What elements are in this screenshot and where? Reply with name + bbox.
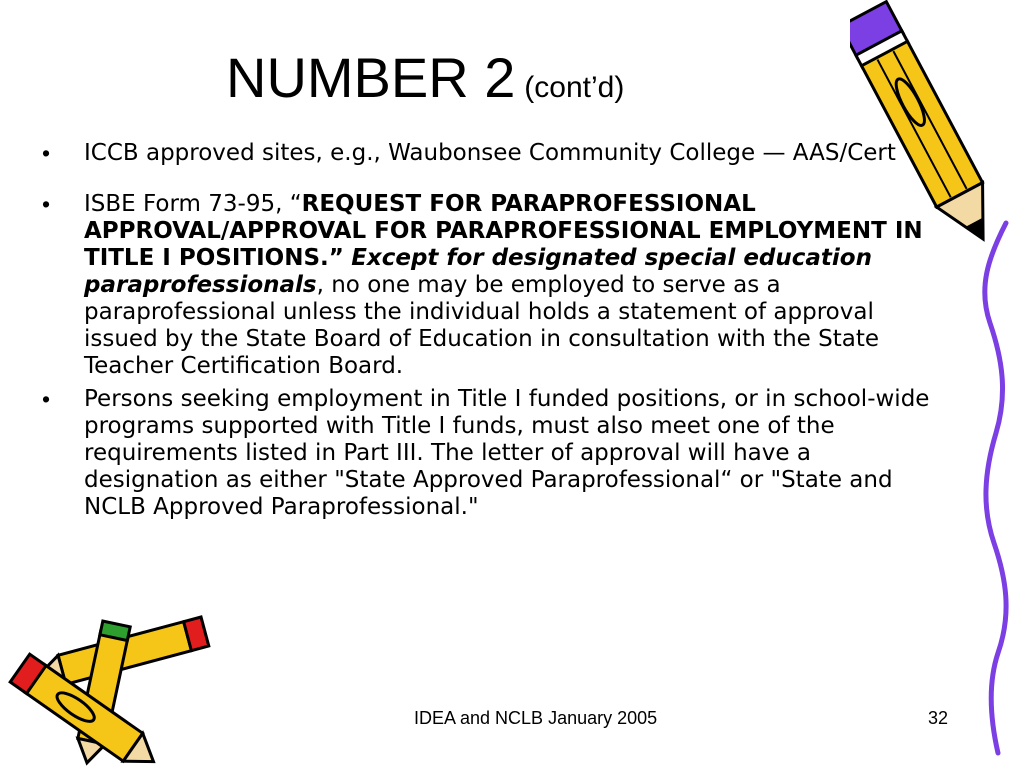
isbe-rest-text: , no one may be employed to serve as a paraprofessional unless the individual holds a statement of approval issued by the State Board of Education in consultation with the State Teacher Certification Board. (84, 272, 880, 379)
footer-text: IDEA and NCLB January 2005 (414, 708, 658, 728)
title-i-employment-text: Persons seeking employment in Title I funded positions, or in school-wide programs supported with Title I funds, must also meet one of the requirements listed in Part III. The letter of approval will have a designation as either "State Approved Paraprofessional“ or "State and NCLB Approved Paraprofessional." (84, 386, 930, 520)
bullet-item-title-i-employment (42, 386, 942, 521)
squiggle-path (985, 223, 1006, 753)
bullet-list (42, 140, 942, 521)
isbe-form-lead: ISBE Form 73-95, “ (84, 191, 302, 217)
bullet-iccb-text: ICCB approved sites, e.g., Waubonsee Community College — AAS/Cert (84, 140, 896, 166)
title-subtitle: (cont’d) (524, 71, 625, 104)
pencil-clipart-top-right (850, 0, 1010, 245)
title-main: NUMBER 2 (226, 46, 516, 109)
isbe-exception-text: Except for designated special education paraprofessionals (84, 245, 872, 298)
squiggle-line-decoration (968, 218, 1024, 763)
page-number: 32 (928, 708, 949, 728)
bullet-item-iccb (42, 140, 942, 167)
bullet-marker: • (42, 386, 51, 412)
bullet-marker: • (42, 191, 51, 217)
pencil-cluster-clipart (0, 612, 215, 767)
bullet-item-isbe-form (42, 191, 942, 380)
slide-title (226, 46, 625, 109)
isbe-form-name: REQUEST FOR PARAPROFESSIONAL APPROVAL/APPROVAL FOR PARAPROFESSIONAL EMPLOYMENT IN TITLE I POSITIONS.” (84, 191, 923, 271)
bullet-marker: • (42, 140, 51, 166)
